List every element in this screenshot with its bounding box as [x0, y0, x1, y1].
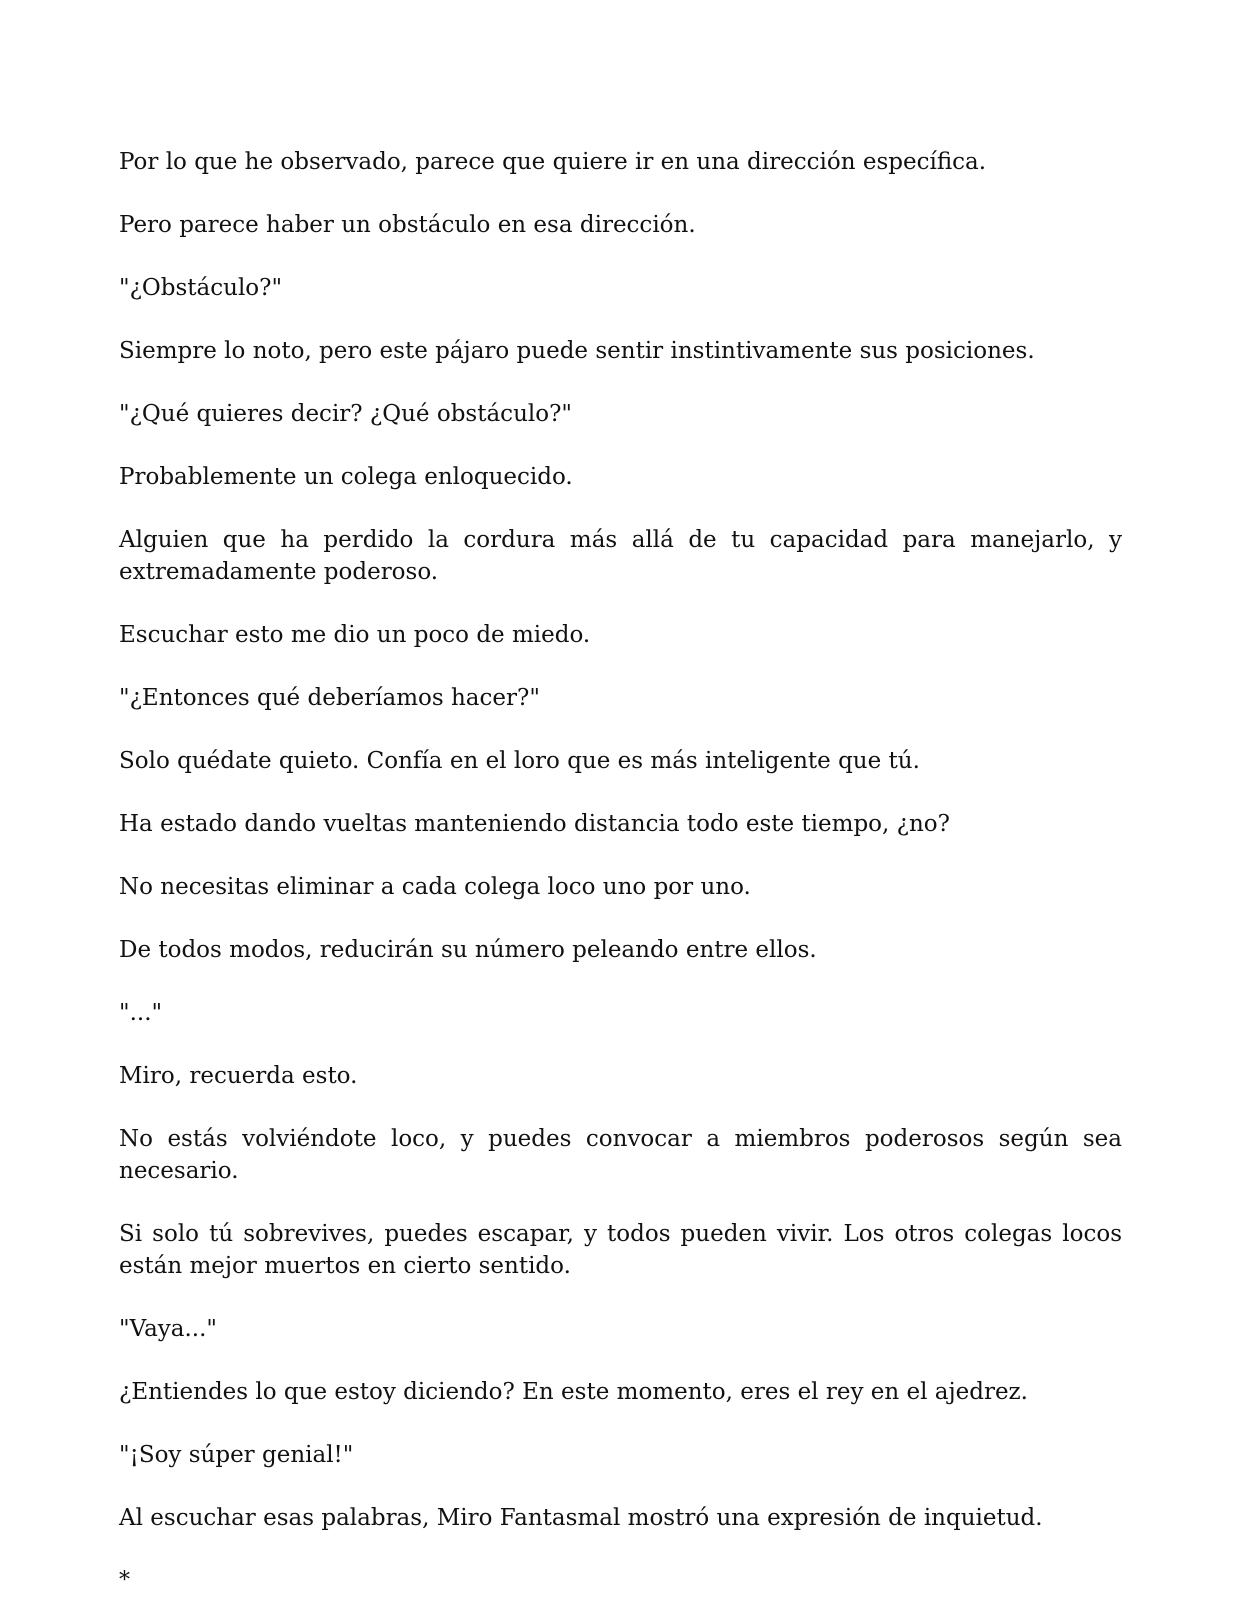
section-break: *: [119, 1568, 130, 1593]
paragraph: Siempre lo noto, pero este pájaro puede sentir instintivamente sus posiciones.: [119, 338, 1035, 364]
paragraph: Al escuchar esas palabras, Miro Fantasmal mostró una expresión de inquietud.: [119, 1505, 1043, 1531]
paragraph: Miro, recuerda esto.: [119, 1063, 358, 1089]
document-page: [119, 146, 1122, 1597]
paragraph: Solo quédate quieto. Confía en el loro que es más inteligente que tú.: [119, 748, 920, 774]
paragraph: No necesitas eliminar a cada colega loco uno por uno.: [119, 874, 751, 900]
paragraph: Escuchar esto me dio un poco de miedo.: [119, 622, 591, 648]
paragraph: No estás volviéndote loco, y puedes convocar a miembros poderosos según sea necesario.: [119, 1126, 1122, 1184]
paragraph: "Vaya...": [119, 1316, 218, 1342]
paragraph: Alguien que ha perdido la cordura más allá de tu capacidad para manejarlo, y extremadamente poderoso.: [119, 527, 1122, 585]
paragraph: "¿Entonces qué deberíamos hacer?": [119, 685, 540, 711]
paragraph: "¡Soy súper genial!": [119, 1442, 354, 1468]
paragraph: De todos modos, reducirán su número peleando entre ellos.: [119, 937, 817, 963]
paragraph: Por lo que he observado, parece que quiere ir en una dirección específica.: [119, 149, 987, 175]
paragraph: Probablemente un colega enloquecido.: [119, 464, 573, 490]
paragraph: "¿Qué quieres decir? ¿Qué obstáculo?": [119, 401, 572, 427]
paragraph: "¿Obstáculo?": [119, 275, 283, 301]
paragraph: Ha estado dando vueltas manteniendo distancia todo este tiempo, ¿no?: [119, 811, 950, 837]
paragraph: Si solo tú sobrevives, puedes escapar, y todos pueden vivir. Los otros colegas locos están mejor muertos en cierto sentido.: [119, 1221, 1122, 1279]
paragraph: "...": [119, 1000, 163, 1026]
paragraph: Pero parece haber un obstáculo en esa dirección.: [119, 212, 696, 238]
paragraph: ¿Entiendes lo que estoy diciendo? En este momento, eres el rey en el ajedrez.: [119, 1379, 1028, 1405]
